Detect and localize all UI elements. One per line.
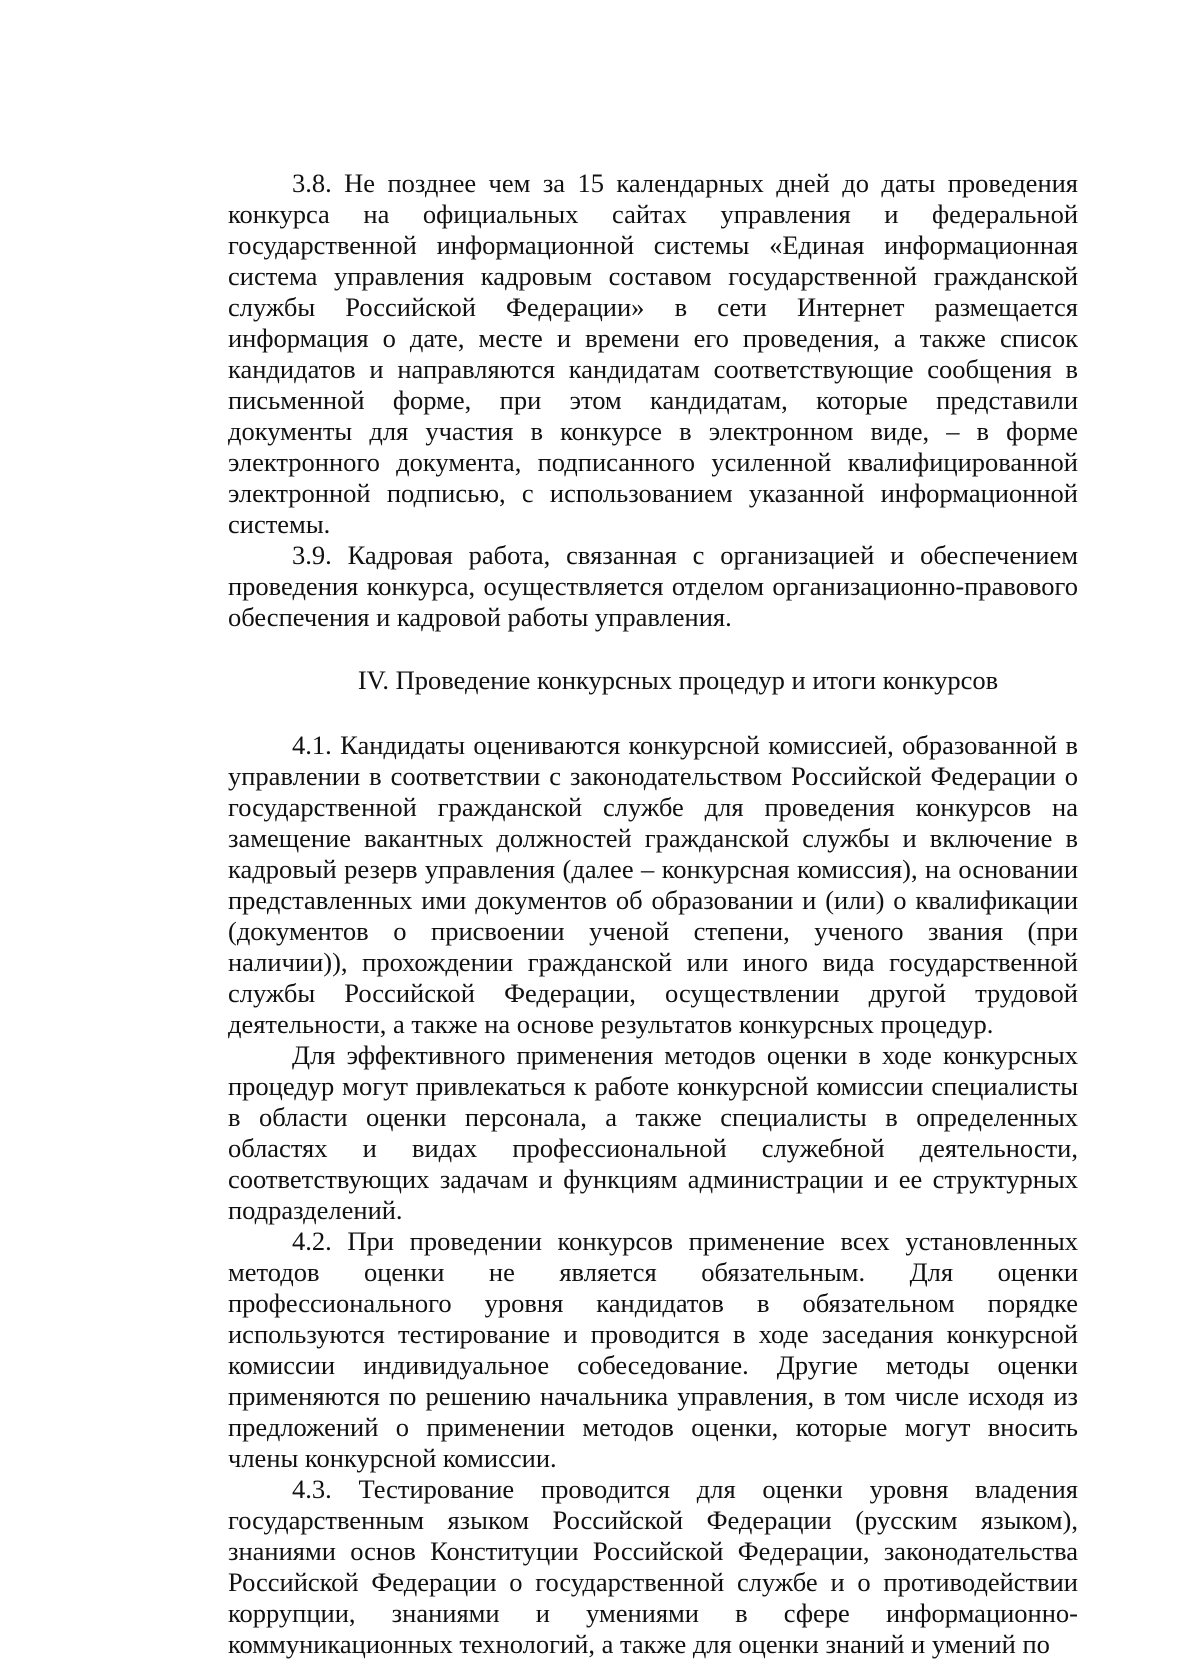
paragraph-3-9: 3.9. Кадровая работа, связанная с организацией и обеспечением проведения конкурса, осуществляется отделом организационно-правового обеспечения и кадровой работы управления.	[228, 540, 1078, 632]
paragraph-4-1: 4.1. Кандидаты оцениваются конкурсной комиссией, образованной в управлении в соответствии с законодательством Российской Федерации о государственной гражданской службе для проведения конкурсов на замещение вакантных должностей гражданской службы и включение в кадровый резерв управления (далее – конкурсная комиссия), на основании представленных ими документов об образовании и (или) о квалификации (документов о присвоении ученой степени, ученого звания (при наличии)), прохождении гражданской или иного вида государственной службы Российской Федерации, осуществлении другой трудовой деятельности, а также на основе результатов конкурсных процедур.	[228, 730, 1078, 1039]
paragraph-3-8: 3.8. Не позднее чем за 15 календарных дней до даты проведения конкурса на официальных сайтах управления и федеральной государственной информационной системы «Единая информационная система управления кадровым составом государственной гражданской службы Российской Федерации» в сети Интернет размещается информация о дате, месте и времени его проведения, а также список кандидатов и направляются кандидатам соответствующие сообщения в письменной форме, при этом кандидатам, которые представили документы для участия в конкурсе в электронном виде, – в форме электронного документа, подписанного усиленной квалифицированной электронной подписью, с использованием указанной информационной системы.	[228, 168, 1078, 539]
document-page	[228, 168, 1078, 1660]
paragraph-4-3: 4.3. Тестирование проводится для оценки уровня владения государственным языком Российской Федерации (русским языком), знаниями основ Конституции Российской Федерации, законодательства Российской Федерации о государственной службе и о противодействии коррупции, знаниями и умениями в сфере информационно-коммуникационных технологий, а также для оценки знаний и умений по	[228, 1474, 1078, 1659]
paragraph-4-1-methods: Для эффективного применения методов оценки в ходе конкурсных процедур могут привлекаться к работе конкурсной комиссии специалисты в области оценки персонала, а также специалисты в определенных областях и видах профессиональной служебной деятельности, соответствующих задачам и функциям администрации и ее структурных подразделений.	[228, 1040, 1078, 1225]
section-heading: IV. Проведение конкурсных процедур и итоги конкурсов	[357, 665, 999, 695]
paragraph-4-2: 4.2. При проведении конкурсов применение всех установленных методов оценки не является обязательным. Для оценки профессионального уровня кандидатов в обязательном порядке используются тестирование и проводится в ходе заседания конкурсной комиссии индивидуальное собеседование. Другие методы оценки применяются по решению начальника управления, в том числе исходя из предложений о применении методов оценки, которые могут вносить члены конкурсной комиссии.	[228, 1226, 1078, 1473]
